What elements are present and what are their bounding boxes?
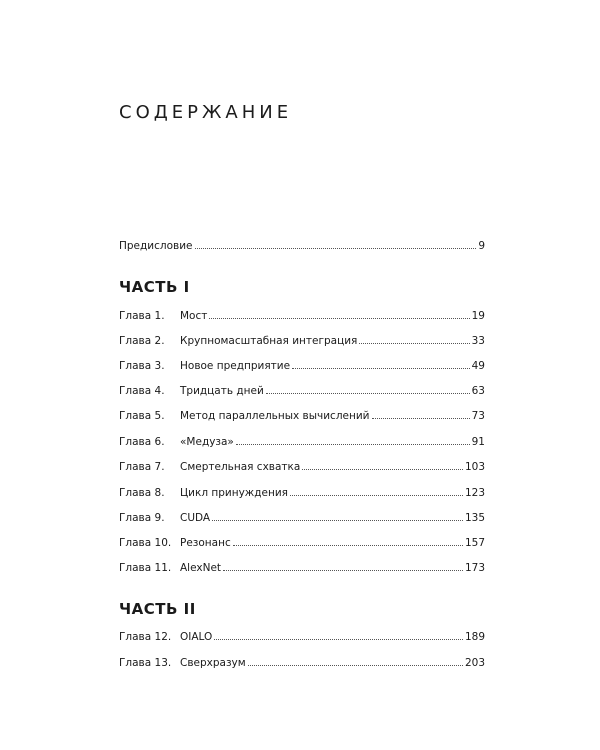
entry-title: Крупномасштабная интеграция xyxy=(180,335,358,347)
chapter-number: Глава 3. xyxy=(119,360,165,372)
entry-title: OIALO xyxy=(180,631,213,643)
toc-entry-chapter[interactable] xyxy=(119,655,485,669)
entry-page-number: 135 xyxy=(464,512,485,524)
entry-title: «Медуза» xyxy=(180,436,234,448)
entry-page-number: 157 xyxy=(464,537,485,549)
chapter-number: Глава 4. xyxy=(119,385,165,397)
dot-leader xyxy=(214,638,463,640)
entry-page-number: 173 xyxy=(464,562,485,574)
dot-leader xyxy=(233,544,463,546)
page-title: СОДЕРЖАНИЕ xyxy=(119,102,293,123)
dot-leader xyxy=(236,443,470,445)
entry-page-number: 203 xyxy=(464,657,485,669)
entry-page-number: 49 xyxy=(471,360,485,372)
chapter-number: Глава 11. xyxy=(119,562,172,574)
entry-page-number: 103 xyxy=(464,461,485,473)
entry-title: Смертельная схватка xyxy=(180,461,301,473)
toc-entry-chapter[interactable] xyxy=(119,383,485,397)
entry-page-number: 91 xyxy=(471,436,485,448)
part-heading: ЧАСТЬ II xyxy=(119,600,196,618)
dot-leader xyxy=(209,317,469,319)
chapter-number: Глава 5. xyxy=(119,410,165,422)
dot-leader xyxy=(290,494,463,496)
chapter-number: Глава 6. xyxy=(119,436,165,448)
entry-page-number: 9 xyxy=(478,240,485,252)
entry-title: Сверхразум xyxy=(180,657,246,669)
entry-page-number: 19 xyxy=(471,310,485,322)
entry-page-number: 33 xyxy=(471,335,485,347)
dot-leader xyxy=(212,519,463,521)
entry-title: Резонанс xyxy=(180,537,231,549)
toc-entry-chapter[interactable] xyxy=(119,333,485,347)
entry-title: Мост xyxy=(180,310,208,322)
toc-entry-chapter[interactable] xyxy=(119,308,485,322)
toc-entry-chapter[interactable] xyxy=(119,629,485,643)
toc-entry-chapter[interactable] xyxy=(119,434,485,448)
entry-title: CUDA xyxy=(180,512,211,524)
dot-leader xyxy=(359,342,469,344)
chapter-number: Глава 2. xyxy=(119,335,165,347)
chapter-number: Глава 13. xyxy=(119,657,172,669)
entry-page-number: 63 xyxy=(471,385,485,397)
dot-leader xyxy=(302,468,463,470)
chapter-number: Глава 9. xyxy=(119,512,165,524)
dot-leader xyxy=(372,417,470,419)
part-heading: ЧАСТЬ I xyxy=(119,278,190,296)
chapter-number: Глава 7. xyxy=(119,461,165,473)
toc-entry-chapter[interactable] xyxy=(119,358,485,372)
toc-entry-chapter[interactable] xyxy=(119,560,485,574)
chapter-number: Глава 1. xyxy=(119,310,165,322)
chapter-number: Глава 12. xyxy=(119,631,172,643)
toc-entry-chapter[interactable] xyxy=(119,535,485,549)
dot-leader xyxy=(248,664,463,666)
dot-leader xyxy=(292,367,470,369)
dot-leader xyxy=(195,247,477,249)
toc-entry-chapter[interactable] xyxy=(119,510,485,524)
entry-title: Цикл принуждения xyxy=(180,487,288,499)
dot-leader xyxy=(266,392,470,394)
toc-entry-chapter[interactable] xyxy=(119,408,485,422)
toc-entry-chapter[interactable] xyxy=(119,459,485,473)
entry-page-number: 189 xyxy=(464,631,485,643)
dot-leader xyxy=(223,569,463,571)
toc-entry-preface[interactable] xyxy=(119,238,485,252)
toc-entry-chapter[interactable] xyxy=(119,485,485,499)
entry-title: Новое предприятие xyxy=(180,360,291,372)
entry-title: Тридцать дней xyxy=(180,385,264,397)
chapter-number: Глава 8. xyxy=(119,487,165,499)
entry-page-number: 123 xyxy=(464,487,485,499)
entry-title: Метод параллельных вычислений xyxy=(180,410,370,422)
entry-title: Предисловие xyxy=(119,240,193,252)
chapter-number: Глава 10. xyxy=(119,537,172,549)
entry-page-number: 73 xyxy=(471,410,485,422)
entry-title: AlexNet xyxy=(180,562,222,574)
